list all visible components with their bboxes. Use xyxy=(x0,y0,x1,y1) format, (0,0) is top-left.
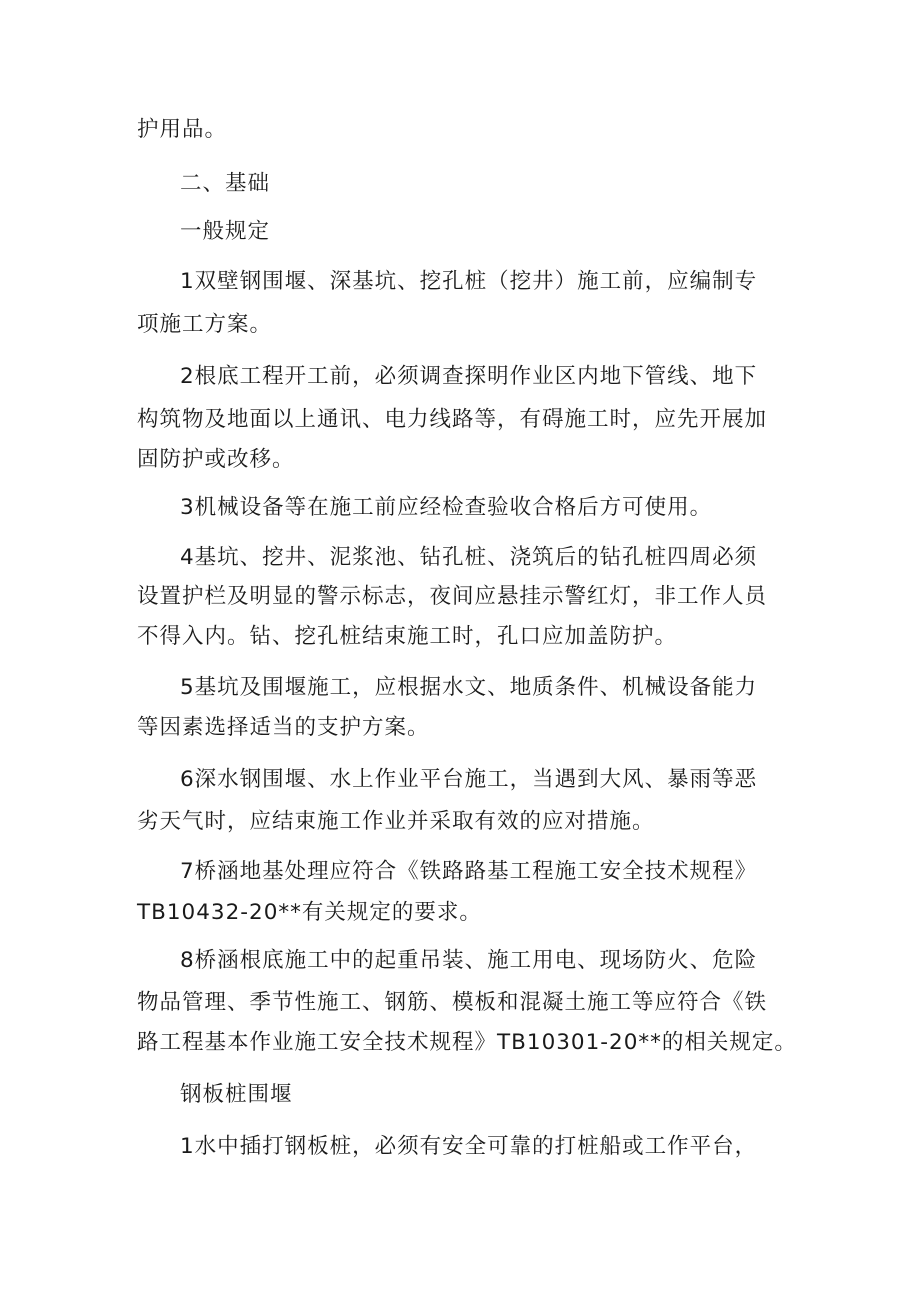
paragraph-line: 物品管理、季节性施工、钢筋、模板和混凝土施工等应符合《铁 xyxy=(137,990,768,1015)
paragraph-line: 固防护或改移。 xyxy=(137,447,295,472)
paragraph-line: 1双壁钢围堰、深基坑、挖孔桩（挖井）施工前，应编制专 xyxy=(180,269,758,294)
paragraph-line: 劣天气时，应结束施工作业并采取有效的应对措施。 xyxy=(137,809,655,834)
section-heading: 二、基础 xyxy=(180,171,271,196)
text-line: 护用品。 xyxy=(137,117,228,142)
paragraph-line: 4基坑、挖井、泥浆池、钻孔桩、浇筑后的钻孔桩四周必须 xyxy=(180,545,758,570)
paragraph-line: 6深水钢围堰、水上作业平台施工，当遇到大风、暴雨等恶 xyxy=(180,767,758,792)
paragraph-line: 3机械设备等在施工前应经检查验收合格后方可使用。 xyxy=(180,495,713,520)
subsection-heading: 钢板桩围堰 xyxy=(180,1082,293,1107)
paragraph-line: 等因素选择适当的支护方案。 xyxy=(137,715,430,740)
paragraph-line: 路工程基本作业施工安全技术规程》TB10301-20**的相关规定。 xyxy=(137,1030,797,1055)
paragraph-line: TB10432-20**有关规定的要求。 xyxy=(137,900,482,925)
paragraph-line: 5基坑及围堰施工，应根据水文、地质条件、机械设备能力 xyxy=(180,675,758,700)
subsection-heading: 一般规定 xyxy=(180,219,271,244)
paragraph-line: 7桥涵地基处理应符合《铁路路基工程施工安全技术规程》 xyxy=(180,859,758,884)
paragraph-line: 8桥涵根底施工中的起重吊装、施工用电、现场防火、危险 xyxy=(180,948,758,973)
paragraph-line: 项施工方案。 xyxy=(137,312,273,337)
paragraph-line: 构筑物及地面以上通讯、电力线路等，有碍施工时，应先开展加 xyxy=(137,407,768,432)
paragraph-line: 设置护栏及明显的警示标志，夜间应悬挂示警红灯，非工作人员 xyxy=(137,584,768,609)
paragraph-line: 不得入内。钻、挖孔桩结束施工时，孔口应加盖防护。 xyxy=(137,624,678,649)
paragraph-line: 1水中插打钢板桩，必须有安全可靠的打桩船或工作平台， xyxy=(180,1134,758,1159)
paragraph-line: 2根底工程开工前，必须调查探明作业区内地下管线、地下 xyxy=(180,364,758,389)
